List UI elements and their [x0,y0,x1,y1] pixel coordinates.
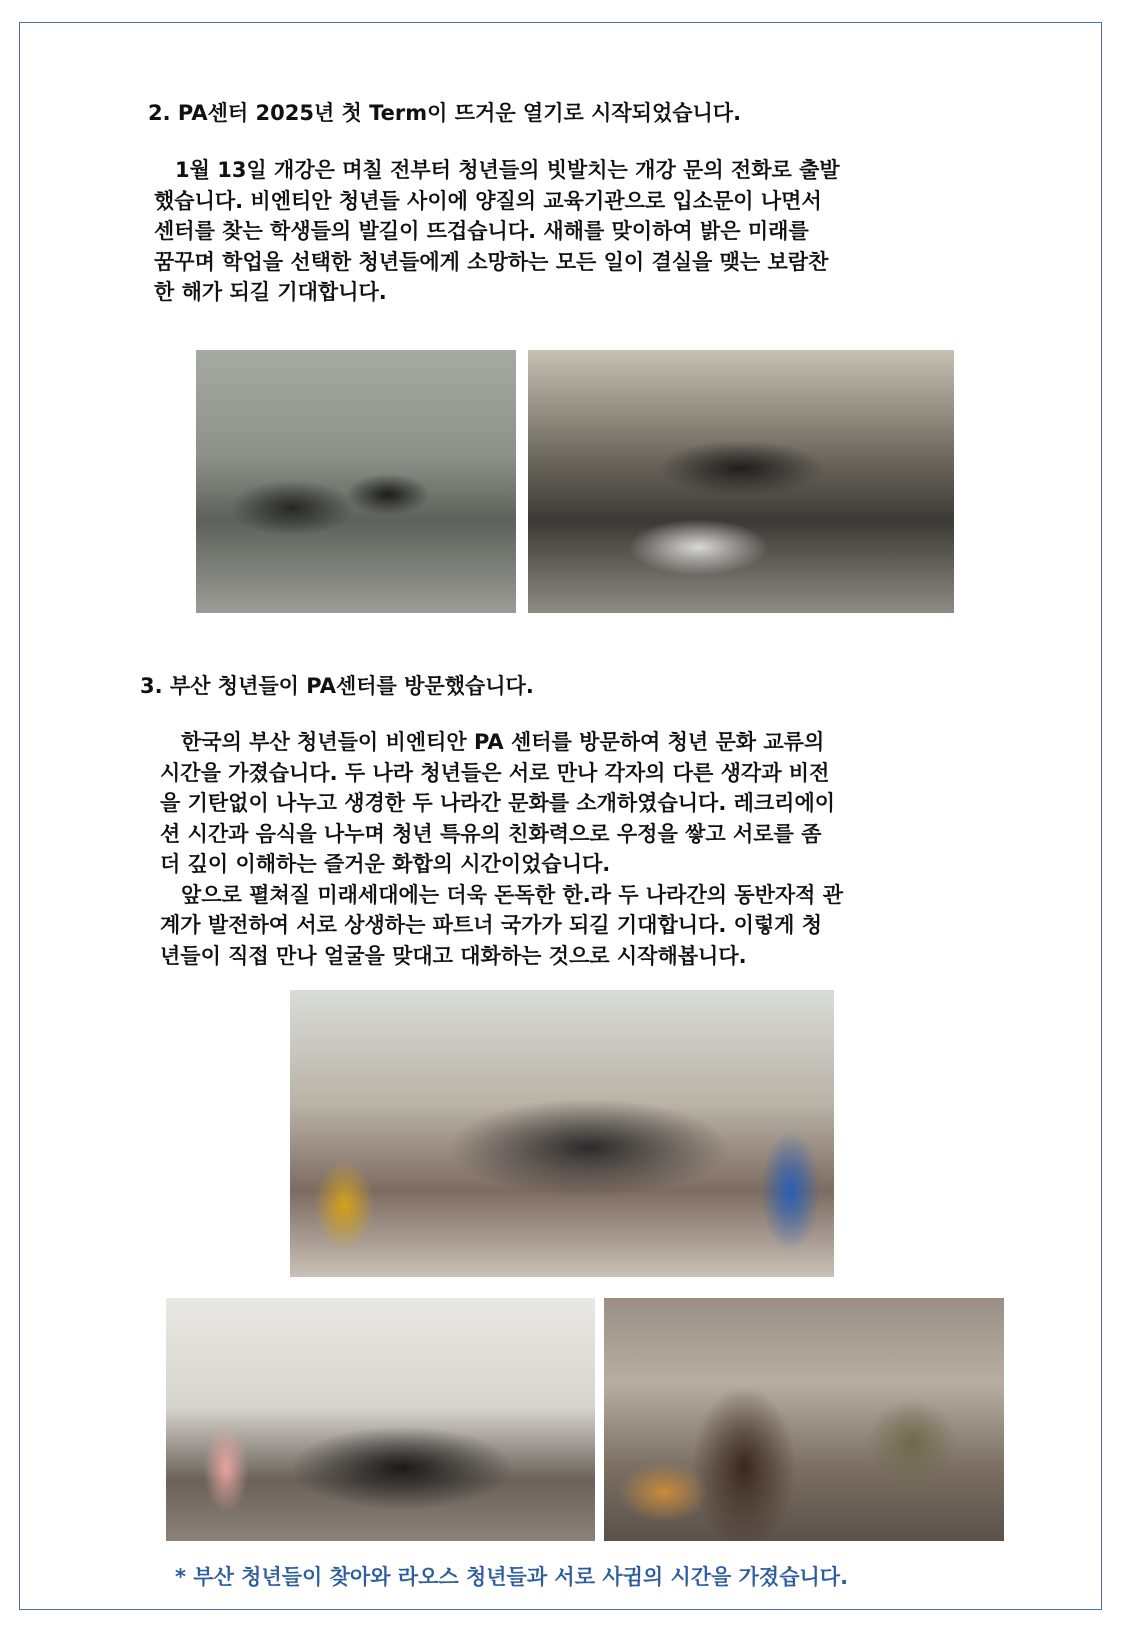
classroom-photo-right [528,350,954,613]
paragraph-line: 앞으로 펼쳐질 미래세대에는 더욱 돈독한 한.라 두 나라간의 동반자적 관 [181,882,844,907]
classroom-photo-left [196,350,516,613]
photo-caption: * 부산 청년들이 찾아와 라오스 청년들과 서로 사귐의 시간을 가졌습니다. [175,1565,849,1589]
paragraph-line: 시간을 가졌습니다. 두 나라 청년들은 서로 만나 각자의 다른 생각과 비전 [160,760,830,785]
paragraph-line: 을 기탄없이 나누고 생경한 두 나라간 문화를 소개하였습니다. 레크리에이 [160,791,836,815]
kitchen-photo [604,1298,1004,1541]
section-3-paragraph [160,727,843,971]
paragraph-line: 더 깊이 이해하는 즐거운 화합의 시간이었습니다. [160,852,611,876]
paragraph-line: 한국의 부산 청년들이 비엔티안 PA 센터를 방문하여 청년 문화 교류의 [181,730,825,754]
paragraph-line: 한 해가 되길 기대합니다. [154,280,387,304]
paragraph-line: 션 시간과 음식을 나누며 청년 특유의 친화력으로 우정을 쌓고 서로를 좀 [160,821,822,846]
dance-photo [166,1298,595,1541]
paragraph-line: 했습니다. 비엔티안 청년들 사이에 양질의 교육기관으로 입소문이 나면서 [154,188,822,213]
paragraph-line: 년들이 직접 만나 얼굴을 맞대고 대화하는 것으로 시작해봅니다. [160,943,747,968]
section-2-paragraph [154,155,840,308]
section-3-heading: 3. 부산 청년들이 PA센터를 방문했습니다. [140,674,534,698]
section-2-heading: 2. PA센터 2025년 첫 Term이 뜨거운 열기로 시작되었습니다. [148,101,742,125]
paragraph-line: 1월 13일 개강은 며칠 전부터 청년들의 빗발치는 개강 문의 전화로 출발 [175,158,840,182]
paragraph-line: 센터를 찾는 학생들의 발길이 뜨겁습니다. 새해를 맞이하여 밝은 미래를 [154,219,809,243]
paragraph-line: 계가 발전하여 서로 상생하는 파트너 국가가 되길 기대합니다. 이렇게 청 [160,913,823,937]
paragraph-line: 꿈꾸며 학업을 선택한 청년들에게 소망하는 모든 일이 결실을 맺는 보람찬 [154,249,829,274]
group-photo [290,990,834,1277]
